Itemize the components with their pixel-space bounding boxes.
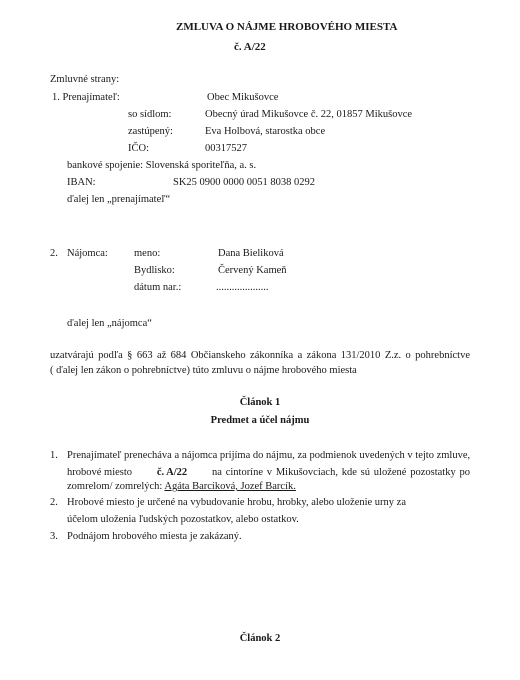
landlord-iban-value: SK25 0900 0000 0051 8038 0292: [173, 177, 316, 188]
item-3-number: 3.: [50, 531, 58, 542]
item-1-line-2: [67, 467, 470, 478]
landlord-alias: ďalej len „prenajímateľ“: [67, 194, 171, 205]
contract-number: č. A/22: [234, 41, 266, 53]
landlord-ico-label: IČO:: [128, 143, 149, 154]
item-1-line-2-pre: hrobové miesto: [67, 467, 133, 478]
landlord-ico-value: 00317527: [205, 143, 247, 154]
landlord-rep-value: Eva Holbová, starostka obce: [205, 126, 326, 137]
tenant-address-value: Červený Kameň: [218, 265, 287, 276]
tenant-number: 2.: [50, 248, 58, 259]
intro-line-2: ( ďalej len zákon o pohrebníctve) túto zmluvu o nájme hrobového miesta: [50, 365, 357, 376]
item-1-line-1: Prenajímateľ prenecháva a nájomca prijíma do nájmu, za podmienok uvedených v tejto zmluve,: [67, 450, 471, 461]
item-1-line-3: [67, 481, 296, 492]
parties-label: Zmluvné strany:: [50, 74, 120, 85]
tenant-heading: Nájomca:: [67, 248, 108, 259]
document-title: ZMLUVA O NÁJME HROBOVÉHO MIESTA: [176, 21, 398, 33]
article-1-title: Článok 1: [239, 397, 281, 408]
item-2-line-2: účelom uloženia ľudských pozostatkov, alebo ostatkov.: [67, 514, 299, 525]
deceased-names: Agáta Barcíková, Jozef Barcík.: [164, 481, 296, 492]
item-3-line-1: Podnájom hrobového miesta je zakázaný.: [67, 531, 242, 542]
item-1-line-2-post: na cintoríne v Mikušovciach, kde sú uložené pozostatky po: [212, 467, 470, 478]
landlord-seat-value: Obecný úrad Mikušovce č. 22, 01857 Mikušovce: [205, 109, 413, 120]
tenant-alias: ďalej len „nájomca“: [67, 318, 152, 329]
article-1-subtitle: Predmet a účel nájmu: [210, 415, 310, 426]
landlord-iban-label: IBAN:: [67, 177, 96, 188]
item-1-line-3-pre: zomrelom/ zomrelých:: [67, 481, 163, 492]
intro-line-1: uzatvárajú podľa § 663 až 684 Občianskeho zákonníka a zákona 131/2010 Z.z. o pohrebníctve: [50, 350, 470, 361]
tenant-dob-label: dátum nar.:: [134, 282, 182, 293]
tenant-name-label: meno:: [134, 248, 161, 259]
landlord-bank: bankové spojenie: Slovenská sporiteľňa, a. s.: [67, 160, 257, 171]
landlord-heading: 1. Prenajímateľ:: [52, 92, 120, 103]
item-2-number: 2.: [50, 497, 58, 508]
tenant-name-value: Dana Bieliková: [218, 248, 284, 259]
tenant-dob-value: ....................: [216, 282, 269, 293]
tenant-address-label: Bydlisko:: [134, 265, 175, 276]
landlord-rep-label: zastúpený:: [128, 126, 173, 137]
item-1-number: 1.: [50, 450, 58, 461]
grave-number: č. A/22: [156, 467, 188, 478]
landlord-name: Obec Mikušovce: [207, 92, 279, 103]
landlord-seat-label: so sídlom:: [128, 109, 172, 120]
item-2-line-1: Hrobové miesto je určené na vybudovanie hrobu, hrobky, alebo uloženie urny za: [67, 497, 406, 508]
article-2-title: Článok 2: [239, 633, 281, 644]
